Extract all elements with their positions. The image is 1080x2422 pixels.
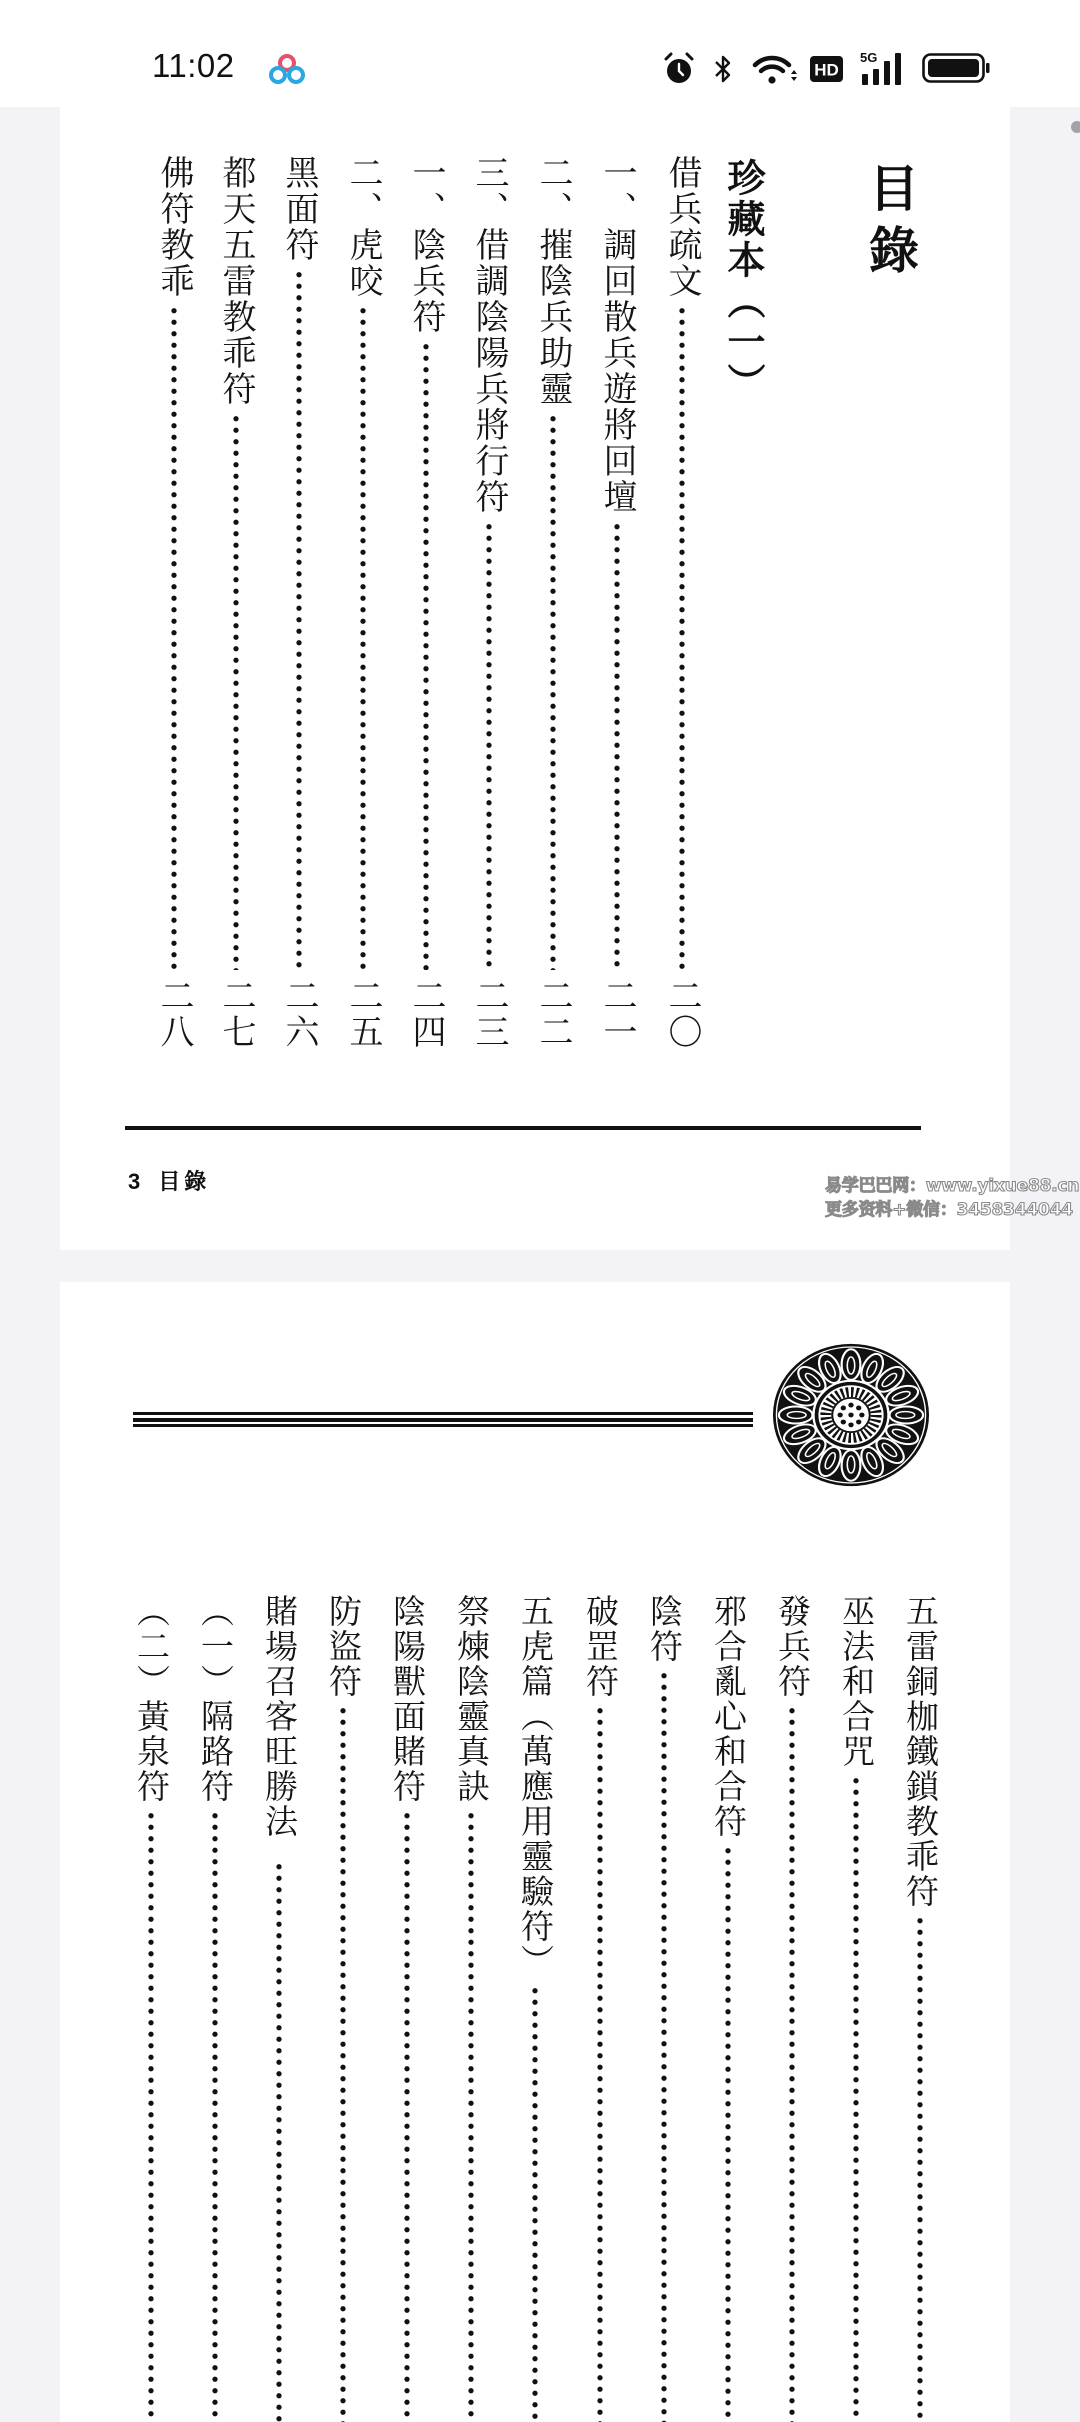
dot-leader bbox=[531, 1985, 539, 2422]
toc-entry-label: （二）黃泉符 bbox=[132, 1594, 171, 1804]
dot-leader bbox=[170, 305, 178, 970]
dot-leader bbox=[678, 305, 686, 970]
toc-entry bbox=[321, 1594, 365, 2422]
toc-page-number: 二五 bbox=[343, 978, 383, 1050]
toc-entry-label: （一）隔路符 bbox=[196, 1594, 235, 1804]
app-logo-icon bbox=[267, 53, 307, 85]
svg-text:HD: HD bbox=[814, 60, 839, 80]
dot-leader bbox=[788, 1705, 796, 2422]
alarm-icon bbox=[663, 51, 695, 85]
page-footer bbox=[128, 1165, 210, 1196]
toc-page-number: 二一 bbox=[597, 978, 637, 1050]
toc-entry bbox=[341, 155, 385, 1050]
toc-entry-label: 都天五雷教乖符 bbox=[216, 155, 256, 407]
toc-entry-label: 黑面符 bbox=[279, 155, 319, 263]
toc-entry-label: 祭煉陰靈真訣 bbox=[452, 1594, 491, 1804]
toc-page-number: 二二 bbox=[533, 978, 573, 1050]
dot-leader bbox=[660, 1670, 668, 2422]
toc-entry bbox=[214, 155, 258, 1050]
dot-leader bbox=[916, 1915, 924, 2422]
watermark-line-2: 更多资料+微信：3458344044 bbox=[825, 1200, 1073, 1220]
dot-leader bbox=[339, 1705, 347, 2422]
toc-page-number: 二六 bbox=[279, 978, 319, 1050]
toc-entry-label: 邪合亂心和合符 bbox=[709, 1594, 748, 1839]
footer-divider bbox=[125, 1126, 921, 1130]
toc-entry bbox=[257, 1594, 301, 2422]
toc-entry-label: 二、摧陰兵助靈 bbox=[533, 155, 573, 407]
dot-leader bbox=[211, 1810, 219, 2422]
toc-entry-label: 五虎篇（萬應用靈驗符） bbox=[516, 1594, 555, 1979]
dot-leader bbox=[613, 521, 621, 970]
toc-entry-label: 巫法和合咒 bbox=[837, 1594, 876, 1769]
toc-page-number: 二四 bbox=[406, 978, 446, 1050]
toc-entry bbox=[660, 155, 704, 1050]
signal-icon bbox=[860, 50, 907, 86]
toc-page-number: 二八 bbox=[154, 978, 194, 1050]
dot-leader bbox=[422, 341, 430, 970]
battery-icon bbox=[922, 53, 990, 83]
toc-entry bbox=[404, 155, 448, 1050]
section-heading: 珍藏本（一） bbox=[721, 158, 765, 404]
dot-leader bbox=[852, 1775, 860, 2422]
wifi-icon bbox=[752, 53, 800, 85]
toc-entry bbox=[706, 1594, 750, 2422]
svg-text:5G: 5G bbox=[860, 50, 878, 65]
toc-entry-label: 防盜符 bbox=[324, 1594, 363, 1699]
toc-entry-label: 五雷銅枷鐵鎖教乖符 bbox=[901, 1594, 940, 1909]
dot-leader bbox=[724, 1845, 732, 2422]
dot-leader bbox=[403, 1810, 411, 2422]
document-page-2 bbox=[60, 1282, 1010, 2422]
toc-entry bbox=[449, 1594, 493, 2422]
toc-entry bbox=[152, 155, 196, 1050]
toc-entry bbox=[129, 1594, 173, 2422]
dot-leader bbox=[485, 521, 493, 970]
bluetooth-icon bbox=[713, 52, 733, 86]
toc-entry-label: 發兵符 bbox=[773, 1594, 812, 1699]
dot-leader bbox=[232, 413, 240, 970]
toc-entry-label: 破罡符 bbox=[581, 1594, 620, 1699]
dot-leader bbox=[549, 413, 557, 970]
toc-entry-label: 陰陽獸面賭符 bbox=[388, 1594, 427, 1804]
toc-page-number: 二七 bbox=[216, 978, 256, 1050]
toc-entry-label: 二、虎咬 bbox=[343, 155, 383, 299]
clock-time: 11:02 bbox=[152, 47, 235, 84]
toc-entry-label: 賭場召客旺勝法 bbox=[260, 1594, 299, 1839]
hd-icon bbox=[810, 56, 843, 82]
watermark-overlay bbox=[825, 1174, 1079, 1222]
toc-entry-label: 陰符 bbox=[645, 1594, 684, 1664]
document-page-1 bbox=[60, 107, 1010, 1250]
header-double-rule bbox=[133, 1412, 753, 1428]
page-title: 目錄 bbox=[861, 162, 919, 286]
toc-entry bbox=[193, 1594, 237, 2422]
toc-page-number: 二〇 bbox=[662, 978, 702, 1050]
toc-entry bbox=[595, 155, 639, 1050]
dot-leader bbox=[359, 305, 367, 970]
lotus-medallion-ornament bbox=[772, 1343, 930, 1487]
toc-entry bbox=[898, 1594, 942, 2422]
dot-leader bbox=[147, 1810, 155, 2422]
toc-entry bbox=[277, 155, 321, 1050]
watermark-line-1: 易学巴巴网：www.yixue88.cn bbox=[825, 1176, 1080, 1196]
dot-leader bbox=[295, 269, 303, 970]
toc-entry-label: 一、陰兵符 bbox=[406, 155, 446, 335]
toc-entry bbox=[385, 1594, 429, 2422]
toc-entry bbox=[578, 1594, 622, 2422]
toc-entry bbox=[642, 1594, 686, 2422]
toc-entry bbox=[834, 1594, 878, 2422]
toc-entry-label: 一、調回散兵遊將回壇 bbox=[597, 155, 637, 515]
status-bar bbox=[0, 0, 1080, 107]
toc-entry bbox=[531, 155, 575, 1050]
footer-page-number: 3 bbox=[128, 1169, 141, 1194]
toc-entry bbox=[513, 1594, 557, 2422]
toc-entry bbox=[770, 1594, 814, 2422]
toc-entry bbox=[467, 155, 511, 1050]
toc-entry-label: 借兵疏文 bbox=[662, 155, 702, 299]
scrollbar-thumb[interactable] bbox=[1071, 121, 1080, 133]
toc-entry-label: 佛符教乖 bbox=[154, 155, 194, 299]
dot-leader bbox=[275, 1861, 283, 2422]
dot-leader bbox=[596, 1705, 604, 2422]
footer-running-title: 目錄 bbox=[158, 1170, 211, 1195]
toc-page-number: 二三 bbox=[469, 978, 509, 1050]
toc-entry-label: 三、借調陰陽兵將行符 bbox=[469, 155, 509, 515]
dot-leader bbox=[467, 1810, 475, 2422]
